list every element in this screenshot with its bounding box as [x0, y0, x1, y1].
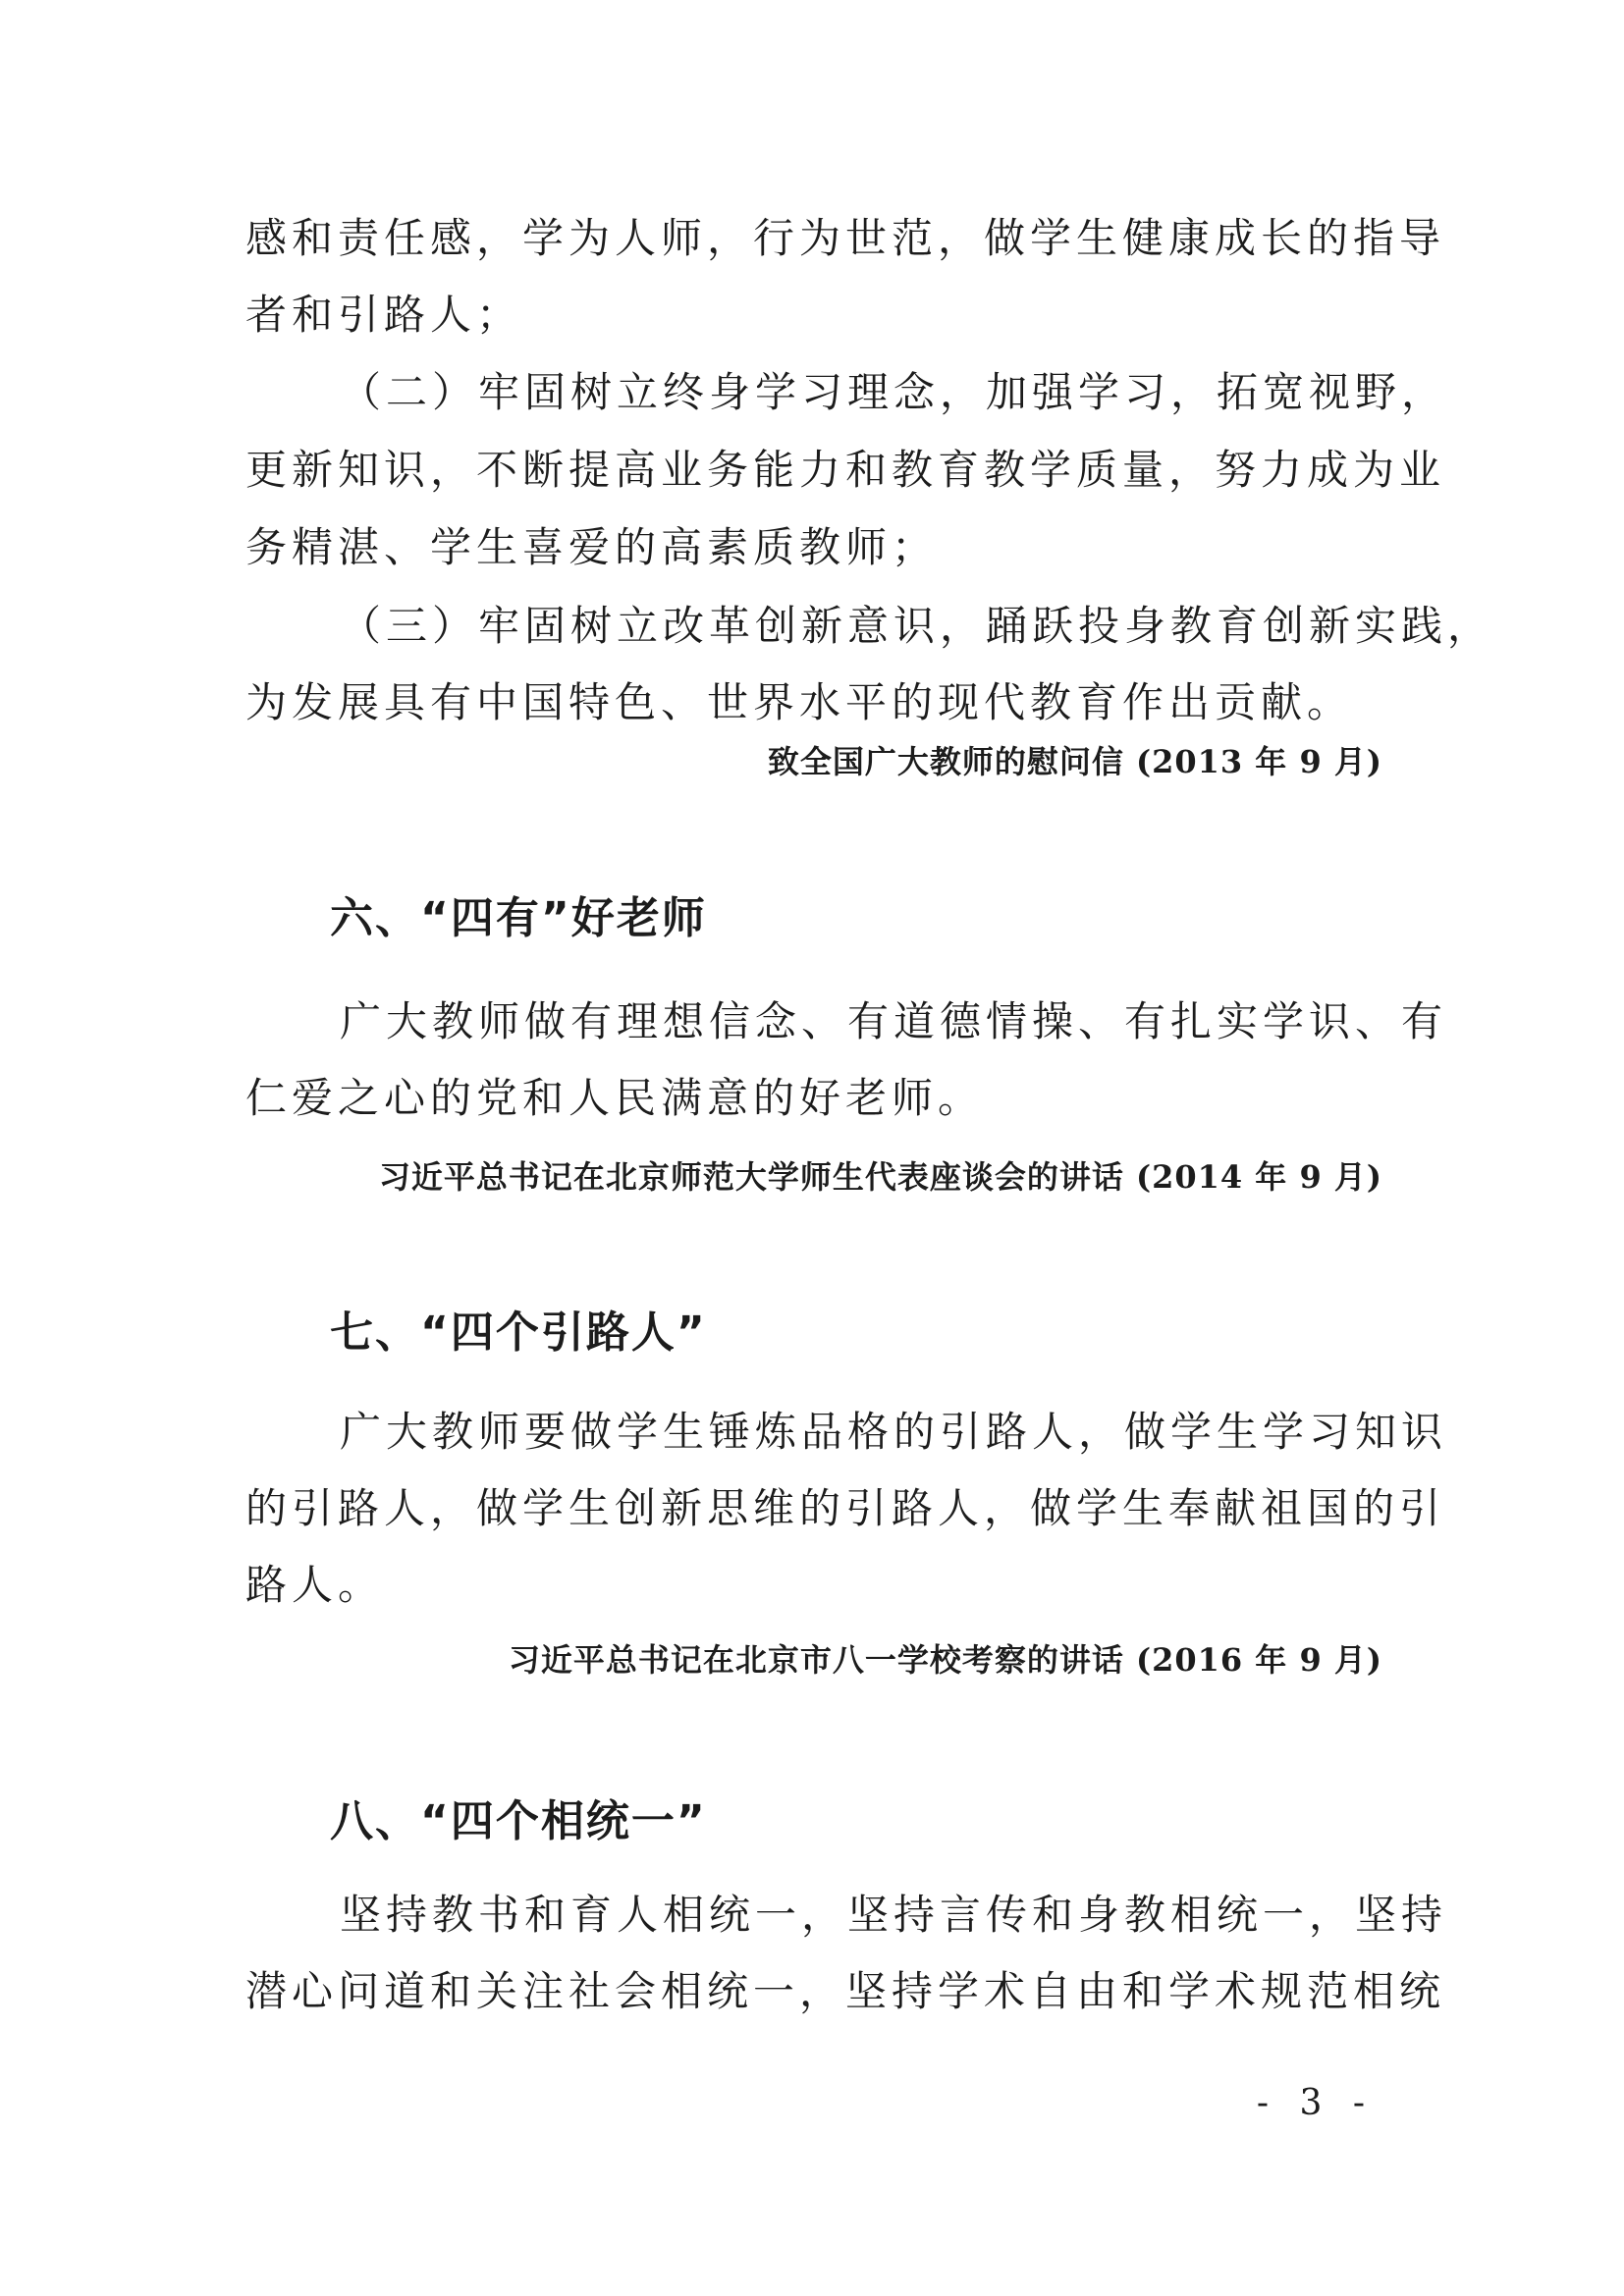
body-line: （二）牢固树立终身学习理念，加强学习，拓宽视野，: [340, 368, 1448, 416]
body-line: 广大教师要做学生锤炼品格的引路人，做学生学习知识: [340, 1408, 1448, 1456]
citation-line: 致全国广大教师的慰问信 (2013 年 9 月): [767, 743, 1382, 780]
body-line: 路人。: [245, 1561, 385, 1609]
document-content: [245, 0, 1494, 2296]
body-line: 者和引路人；: [245, 291, 523, 339]
body-line: （三）牢固树立改革创新意识，踊跃投身教育创新实践，: [340, 602, 1494, 650]
page-number: - 3 -: [1256, 2083, 1375, 2123]
body-line: 感和责任感，学为人师，行为世范，做学生健康成长的指导: [245, 214, 1446, 262]
body-line: 坚持教书和育人相统一，坚持言传和身教相统一，坚持: [340, 1891, 1448, 1939]
body-line: 务精湛、学生喜爱的高素质教师；: [245, 523, 939, 571]
section-heading: 七、“四个引路人”: [330, 1308, 707, 1358]
body-line: 仁爱之心的党和人民满意的好老师。: [245, 1074, 985, 1122]
body-line: 更新知识，不断提高业务能力和教育教学质量，努力成为业: [245, 446, 1446, 494]
citation-line: 习近平总书记在北京师范大学师生代表座谈会的讲话 (2014 年 9 月): [378, 1158, 1382, 1196]
section-heading: 八、“四个相统一”: [330, 1796, 707, 1846]
body-line: 潜心问道和关注社会相统一，坚持学术自由和学术规范相统: [245, 1967, 1446, 2015]
citation-line: 习近平总书记在北京市八一学校考察的讲话 (2016 年 9 月): [508, 1641, 1382, 1679]
body-line: 的引路人，做学生创新思维的引路人，做学生奉献祖国的引: [245, 1484, 1446, 1532]
body-line: 广大教师做有理想信念、有道德情操、有扎实学识、有: [340, 997, 1448, 1045]
body-line: 为发展具有中国特色、世界水平的现代教育作出贡献。: [245, 678, 1354, 726]
section-heading: 六、“四有”好老师: [330, 893, 707, 943]
